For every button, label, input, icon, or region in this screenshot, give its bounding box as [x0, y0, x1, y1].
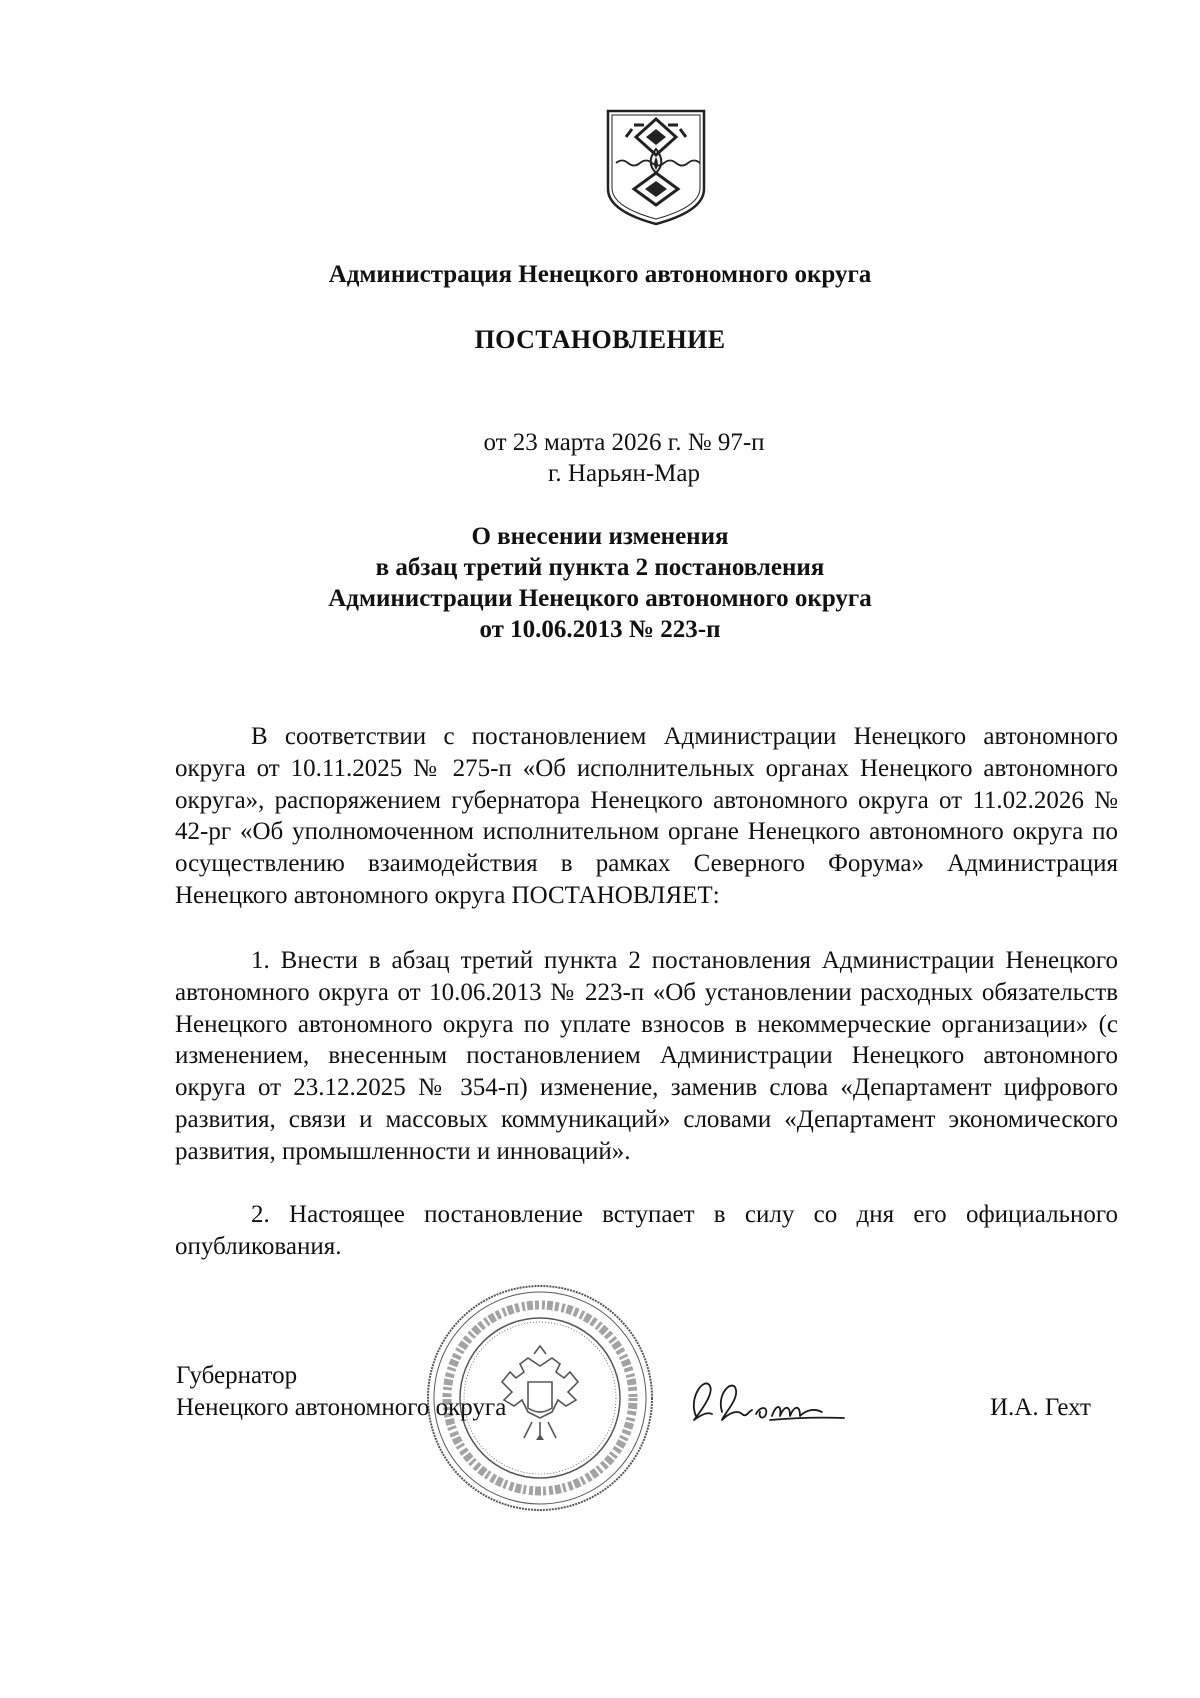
document-title-line: в абзац третий пункта 2 постановления: [375, 554, 825, 581]
point-2-text: 2. Настоящее постановление вступает в силу со дня его официального опубликования.: [175, 1201, 1118, 1260]
point-1-paragraph: [175, 945, 1118, 1168]
handwritten-signature-icon: [682, 1368, 847, 1438]
document-title-line: от 10.06.2013 № 223-п: [479, 616, 721, 643]
document-place: г. Нарьян-Мар: [547, 460, 700, 487]
signer-name: И.А. Гехт: [990, 1394, 1091, 1421]
preamble-paragraph: [175, 721, 1118, 912]
document-type: ПОСТАНОВЛЕНИЕ: [474, 325, 726, 354]
signatory-position-line: Ненецкого автономного округа: [176, 1394, 507, 1421]
document-title-line: О внесении изменения: [471, 523, 729, 550]
document-title-line: Администрации Ненецкого автономного округа: [328, 585, 872, 612]
document-title: [0, 521, 1200, 645]
document-date-number: от 23 марта 2026 г. № 97-п: [483, 429, 765, 456]
signatory-position-line: Губернатор: [176, 1362, 298, 1389]
point-2-paragraph: [175, 1199, 1118, 1263]
signatory-position: [176, 1360, 506, 1424]
preamble-text: В соответствии с постановлением Администрации Ненецкого автономного округа от 10.11.2025 № 275-п «Об исполнительных органах Ненецкого автономного округа», распоряжением губернатора Ненецкого автономного округа от 11.02.2026 № 42-рг «Об уполномоченном исполнительном органе Ненецкого автономного округа по осуществлению взаимодействия в рамках Северного Форума» Администрация Ненецкого автономного округа ПОСТАНОВЛЯЕТ:: [175, 723, 1118, 909]
point-1-text: 1. Внести в абзац третий пункта 2 постановления Администрации Ненецкого автономного округа от 10.06.2013 № 223-п «Об установлении расходных обязательств Ненецкого автономного округа по уплате взносов в некоммерческие организации» (с изменением, внесенным постановлением Администрации Ненецкого автономного округа от 23.12.2025 № 354-п) изменение, заменив слова «Департамент цифрового развития, связи и массовых коммуникаций» словами «Департамент экономического развития, промышленности и инноваций».: [175, 947, 1118, 1165]
organization-name: Администрация Ненецкого автономного округа: [328, 261, 872, 288]
coat-of-arms-icon: [604, 107, 708, 227]
